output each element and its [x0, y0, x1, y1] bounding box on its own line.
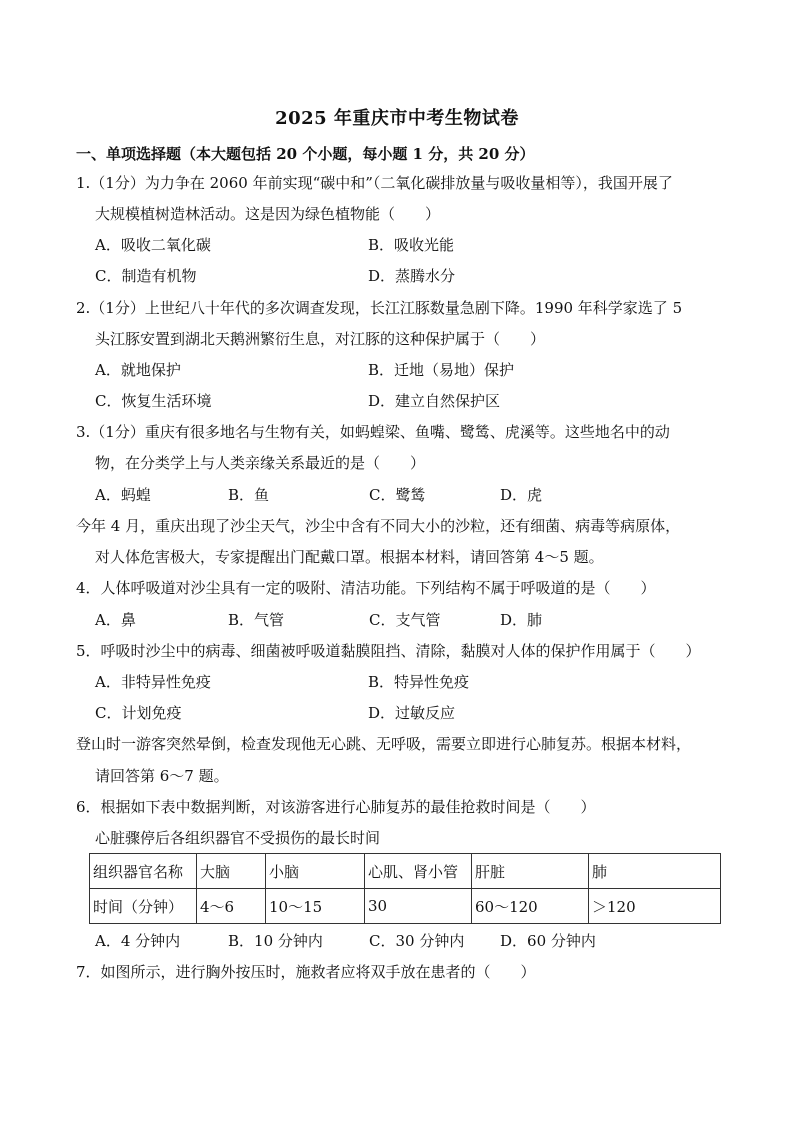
- question-1-option-a: A．吸收二氧化碳: [95, 236, 211, 254]
- question-2-stem-line-2: 头江豚安置到湖北天鹅洲繁衍生息，对江豚的这种保护属于（ ）: [95, 330, 546, 348]
- question-2-option-d: D．建立自然保护区: [368, 392, 501, 410]
- question-2-option-c: C．恢复生活环境: [95, 392, 212, 410]
- question-6-option-b: B．10 分钟内: [228, 932, 323, 950]
- question-4-option-d: D．肺: [500, 611, 543, 629]
- question-5-option-c: C．计划免疫: [95, 704, 182, 722]
- question-1-stem-line-2: 大规模植树造林活动。这是因为绿色植物能（ ）: [95, 205, 441, 223]
- question-5-option-d: D．过敏反应: [368, 704, 456, 722]
- question-2-stem-line-1: 2.（1分）上世纪八十年代的多次调查发现，长江江豚数量急剧下降。1990 年科学家选了 5: [76, 299, 683, 317]
- question-3-option-a: A．蚂蝗: [95, 486, 151, 504]
- question-3-stem-line-2: 物，在分类学上与人类亲缘关系最近的是（ ）: [95, 454, 426, 472]
- material-1-line-2: 对人体危害极大，专家提醒出门配戴口罩。根据本材料，请回答第 4～5 题。: [95, 548, 604, 566]
- page-title: 2025 年重庆市中考生物试卷: [275, 108, 519, 129]
- organ-time-table: [89, 853, 721, 924]
- question-5-option-b: B．特异性免疫: [368, 673, 470, 691]
- table-cell: 30: [365, 889, 472, 924]
- question-1-option-c: C．制造有机物: [95, 267, 197, 285]
- question-4-option-b: B．气管: [228, 611, 285, 629]
- question-4-option-a: A．鼻: [95, 611, 136, 629]
- table-cell: 小脑: [266, 854, 365, 889]
- material-2-line-1: 登山时一游客突然晕倒，检查发现他无心跳、无呼吸，需要立即进行心肺复苏。根据本材料，: [76, 735, 692, 753]
- table-cell: 大脑: [197, 854, 266, 889]
- question-1-option-d: D．蒸腾水分: [368, 267, 456, 285]
- question-3-stem-line-1: 3.（1分）重庆有很多地名与生物有关，如蚂蝗梁、鱼嘴、鹭鸶、虎溪等。这些地名中的动: [76, 423, 670, 441]
- table-cell: 时间（分钟）: [90, 889, 197, 924]
- question-3-option-d: D．虎: [500, 486, 543, 504]
- table-cell: 心肌、肾小管: [365, 854, 472, 889]
- table-cell: 组织器官名称: [90, 854, 197, 889]
- question-6-stem: 6．根据如下表中数据判断，对该游客进行心肺复苏的最佳抢救时间是（ ）: [76, 798, 596, 816]
- question-4-option-c: C．支气管: [369, 611, 441, 629]
- question-5-stem: 5．呼吸时沙尘中的病毒、细菌被呼吸道黏膜阻挡、清除，黏膜对人体的保护作用属于（ ）: [76, 642, 701, 660]
- question-1-stem-line-1: 1.（1分）为力争在 2060 年前实现“碳中和”（二氧化碳排放量与吸收量相等），我国开展了: [76, 174, 673, 192]
- table-cell: 肝脏: [472, 854, 589, 889]
- table-cell: 4～6: [197, 889, 266, 924]
- question-3-option-c: C．鹭鸶: [369, 486, 426, 504]
- table-row: [90, 854, 721, 889]
- material-1-line-1: 今年 4 月，重庆出现了沙尘天气，沙尘中含有不同大小的沙粒，还有细菌、病毒等病原体，: [76, 517, 681, 535]
- table-cell: 肺: [589, 854, 721, 889]
- table-cell: ＞120: [589, 889, 721, 924]
- table-row: [90, 889, 721, 924]
- question-2-option-b: B．迁地（易地）保护: [368, 361, 515, 379]
- table-cell: 60～120: [472, 889, 589, 924]
- question-6-option-d: D．60 分钟内: [500, 932, 596, 950]
- question-4-stem: 4．人体呼吸道对沙尘具有一定的吸附、清洁功能。下列结构不属于呼吸道的是（ ）: [76, 579, 656, 597]
- material-2-line-2: 请回答第 6～7 题。: [95, 767, 229, 785]
- question-2-option-a: A．就地保护: [95, 361, 181, 379]
- question-1-option-b: B．吸收光能: [368, 236, 455, 254]
- question-5-option-a: A．非特异性免疫: [95, 673, 211, 691]
- question-6-option-a: A．4 分钟内: [95, 932, 181, 950]
- table-caption: 心脏骤停后各组织器官不受损伤的最长时间: [95, 829, 381, 847]
- question-6-option-c: C．30 分钟内: [369, 932, 465, 950]
- section-heading: 一、单项选择题（本大题包括 20 个小题，每小题 1 分，共 20 分）: [76, 145, 535, 163]
- question-7-stem: 7．如图所示，进行胸外按压时，施救者应将双手放在患者的（ ）: [76, 963, 536, 981]
- table-cell: 10～15: [266, 889, 365, 924]
- question-3-option-b: B．鱼: [228, 486, 270, 504]
